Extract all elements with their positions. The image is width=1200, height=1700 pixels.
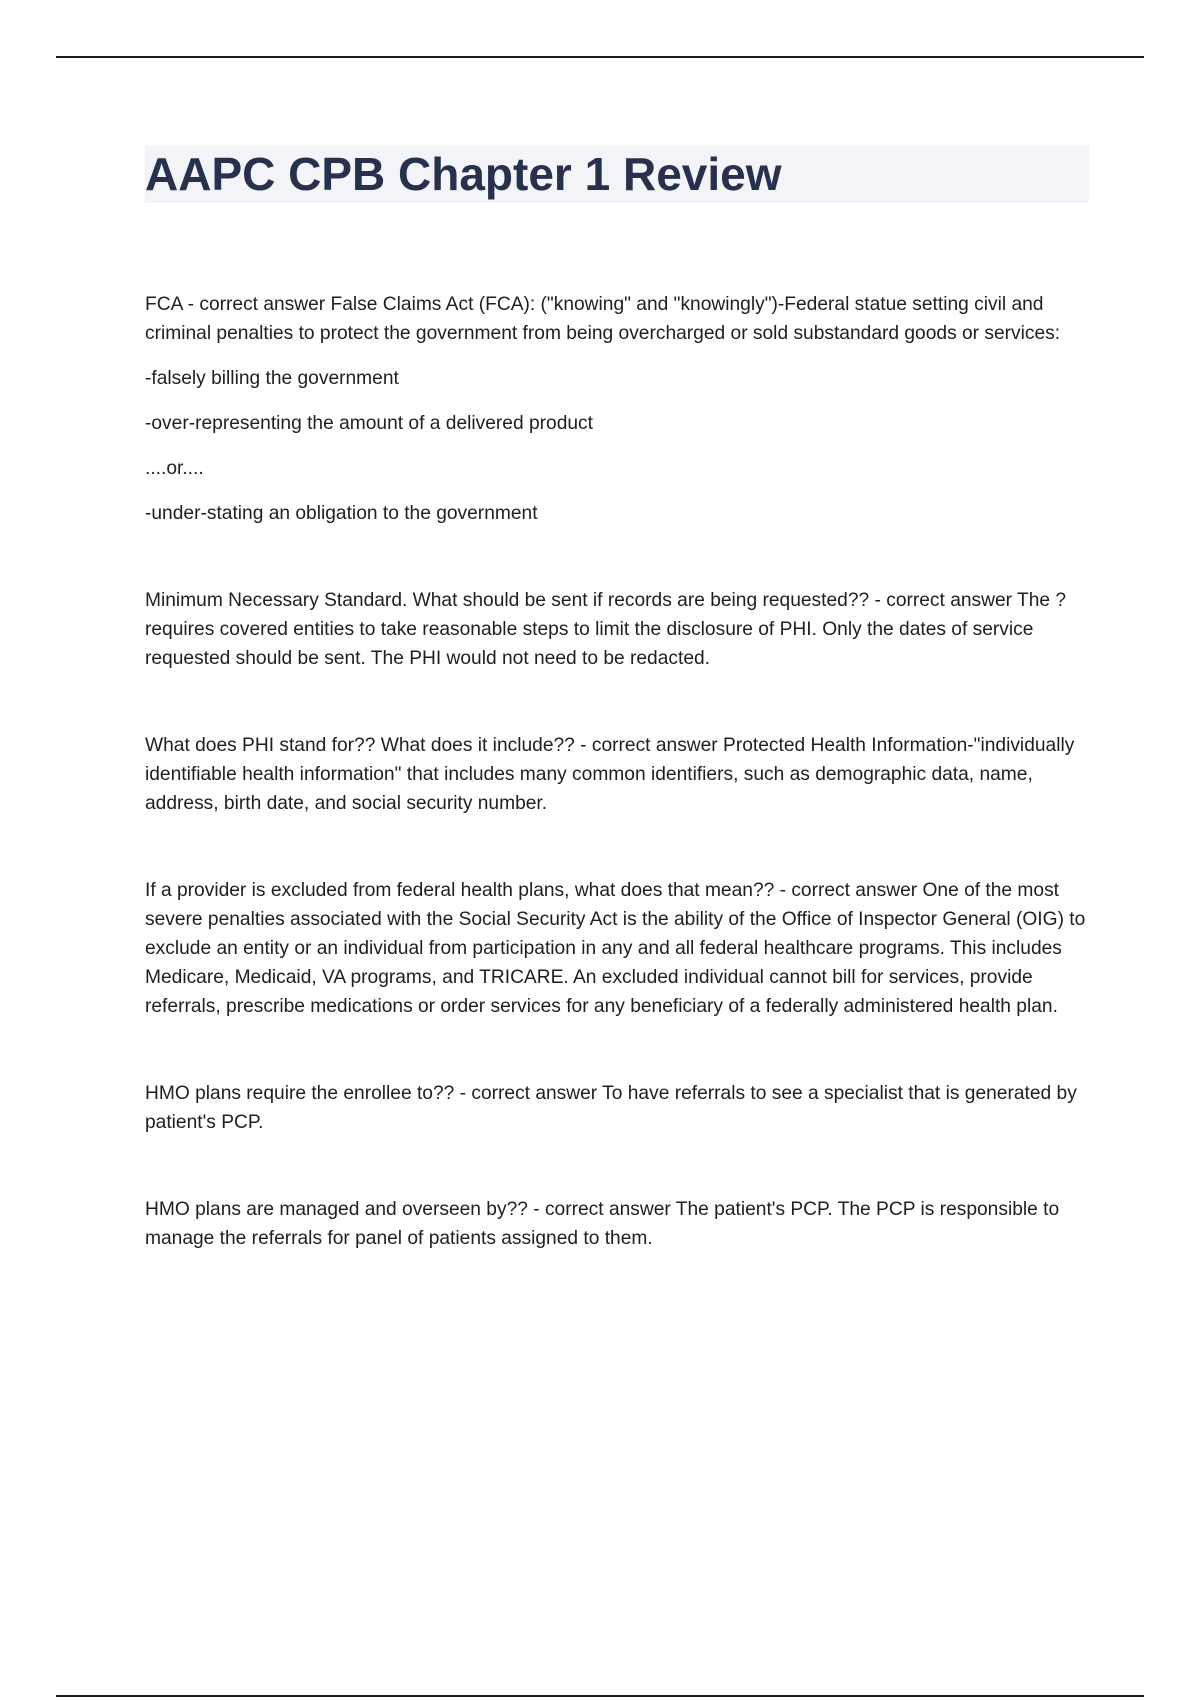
bottom-divider: [56, 1695, 1144, 1697]
page-title: AAPC CPB Chapter 1 Review: [145, 148, 782, 200]
qa-entry-minimum-necessary: [145, 586, 1089, 673]
qa-entry-hmo-managed: [145, 1195, 1089, 1253]
qa-text: FCA - correct answer False Claims Act (FCA): ("knowing" and "knowingly")-Federal statue setting civil and criminal penalties to protect the government from being overcharged or sold substandard goods or services:: [145, 294, 1061, 344]
top-divider: [56, 56, 1144, 58]
qa-text: If a provider is excluded from federal health plans, what does that mean?? - correct answer One of the most severe penalties associated with the Social Security Act is the ability of the Office of Inspector General (OIG) to exclude an entity or an individual from participation in any and all federal healthcare programs. This includes Medicare, Medicaid, VA programs, and TRICARE. An excluded individual cannot bill for services, provide referrals, prescribe medications or order services for any beneficiary of a federally administered health plan.: [145, 880, 1086, 1017]
qa-line: -falsely billing the government: [145, 368, 399, 389]
qa-line: -over-representing the amount of a delivered product: [145, 413, 593, 434]
qa-entry-excluded-provider: [145, 876, 1089, 1021]
qa-entry-hmo-require: [145, 1079, 1089, 1137]
qa-text: Minimum Necessary Standard. What should be sent if records are being requested?? - correct answer The ? requires covered entities to take reasonable steps to limit the disclosure of PHI. Only the dates of service requested should be sent. The PHI would not need to be redacted.: [145, 590, 1067, 669]
qa-text: HMO plans are managed and overseen by?? - correct answer The patient's PCP. The PCP is responsible to manage the referrals for panel of patients assigned to them.: [145, 1199, 1060, 1249]
qa-line: ....or....: [145, 458, 204, 479]
qa-entry-phi: [145, 731, 1089, 818]
qa-text: HMO plans require the enrollee to?? - correct answer To have referrals to see a specialist that is generated by patient's PCP.: [145, 1083, 1077, 1133]
document-body: [145, 290, 1089, 1311]
qa-text: What does PHI stand for?? What does it include?? - correct answer Protected Health Information-"individually identifiable health information" that includes many common identifiers, such as demographic data, name, address, birth date, and social security number.: [145, 735, 1075, 814]
qa-entry-fca: [145, 290, 1089, 528]
qa-line: -under-stating an obligation to the government: [145, 503, 538, 524]
